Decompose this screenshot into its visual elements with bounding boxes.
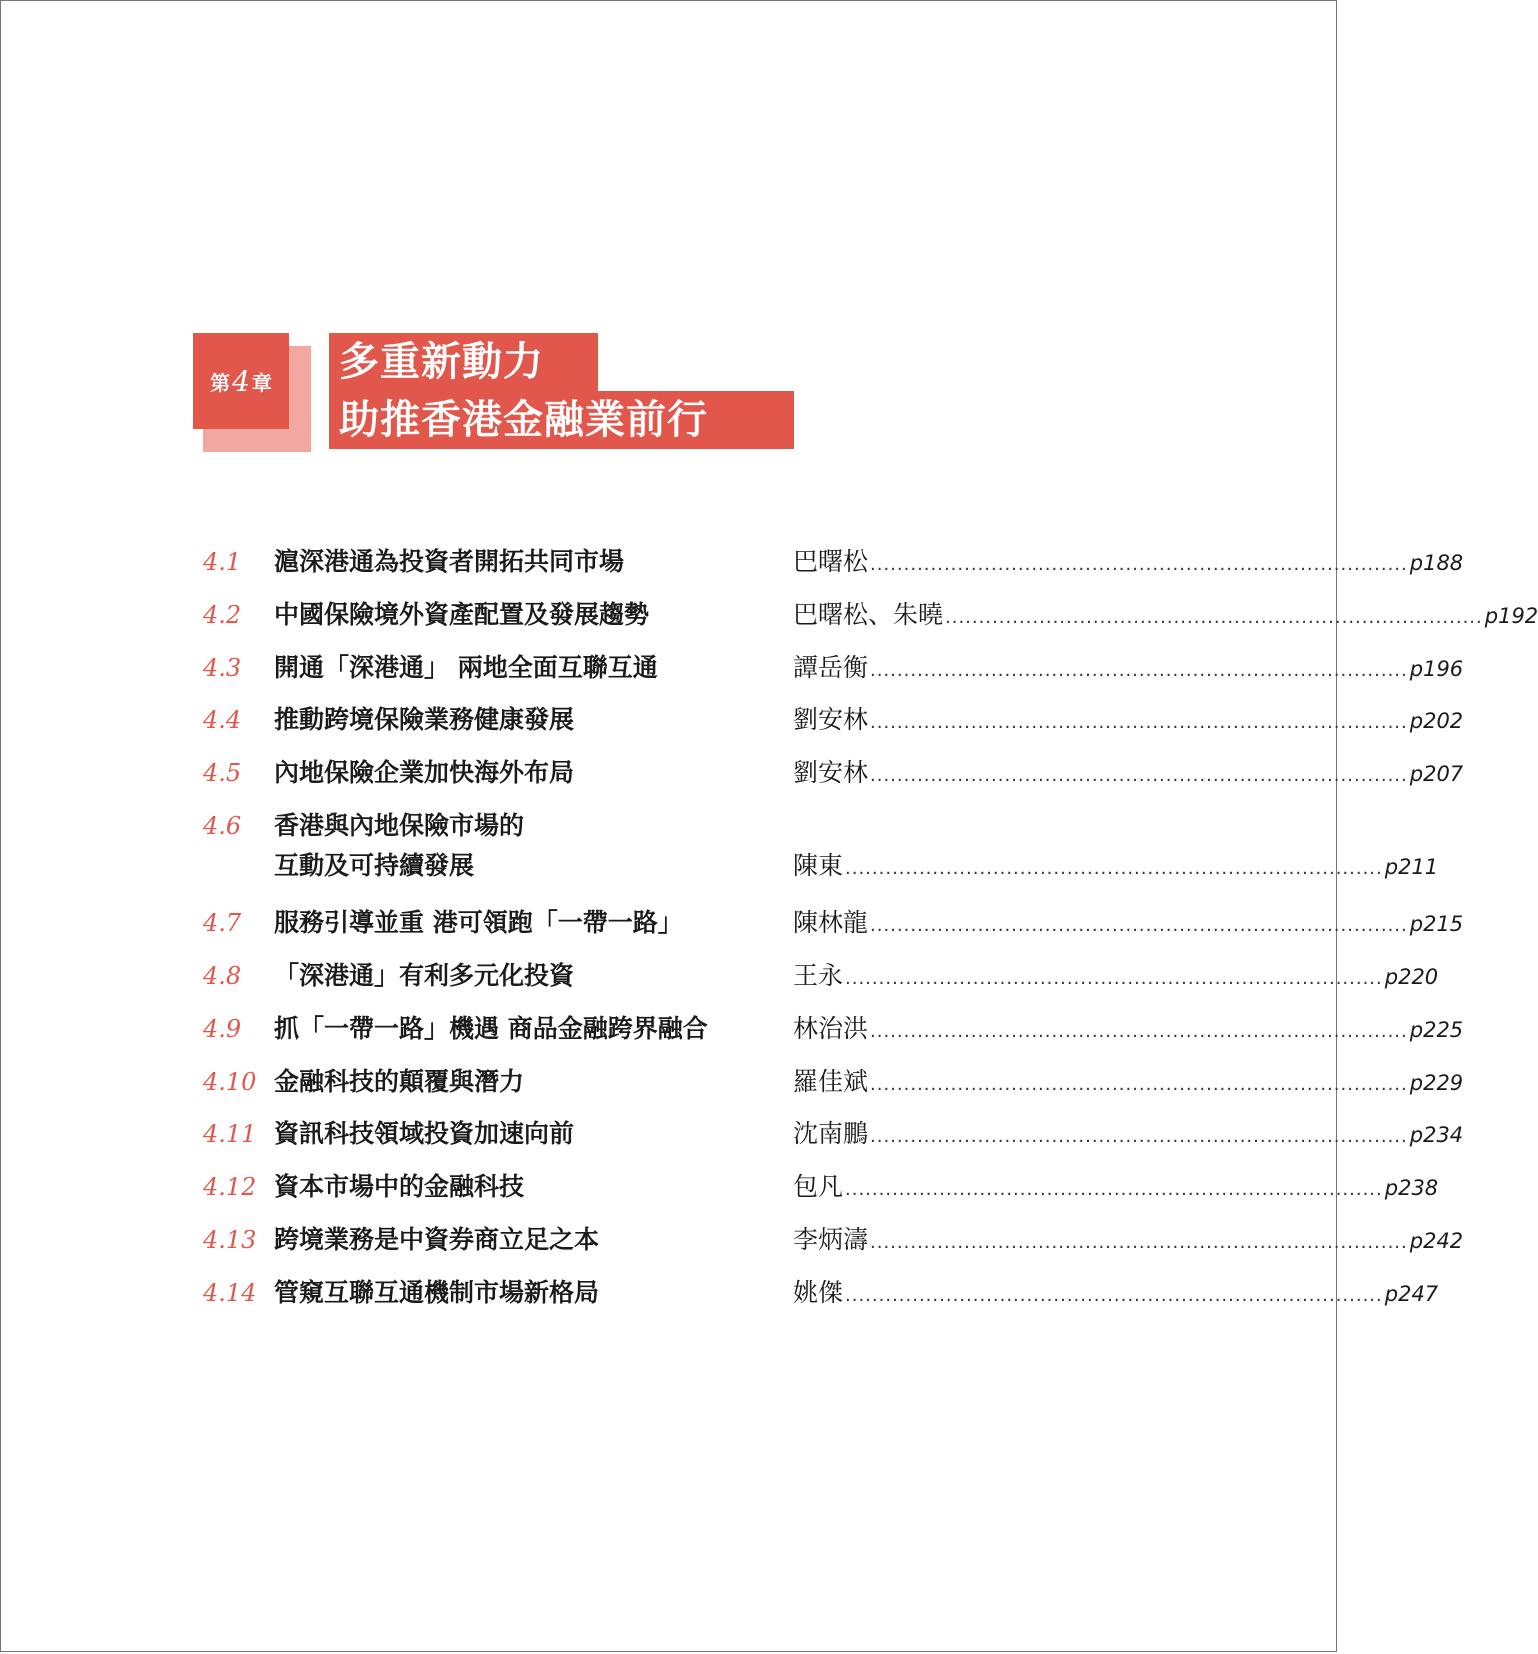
- toc-entry-author-line: [793, 903, 1464, 946]
- toc-entry-author-line: [793, 1009, 1464, 1052]
- toc-entry-title: 資訊科技領域投資加速向前: [274, 1119, 575, 1148]
- toc-entry-title: 開通「深港通」 兩地全面互聯互通: [274, 653, 658, 682]
- toc-entry-author: 王永: [793, 961, 844, 990]
- toc-entry-number: 4.9: [203, 1015, 242, 1043]
- toc-entry-author: 陳東: [793, 851, 844, 880]
- toc-entry-author-line: [793, 1167, 1439, 1210]
- toc-entry-author-line: [793, 753, 1464, 796]
- toc-entry-title: 服務引導並重 港可領跑「一帶一路」: [274, 908, 683, 937]
- toc-entry-title: 金融科技的顛覆與潛力: [274, 1067, 525, 1096]
- toc-entry-author: 譚岳衡: [793, 653, 869, 682]
- toc-entry-page[interactable]: p188: [1409, 551, 1464, 575]
- toc-entry-page[interactable]: p215: [1409, 912, 1464, 936]
- toc-entry-author-line: [793, 1114, 1464, 1157]
- toc-leader-dots: ................................................................................: [870, 1021, 1408, 1042]
- toc-entry-author-line: [793, 648, 1464, 691]
- toc-entry-number: 4.7: [203, 909, 242, 937]
- toc-entry-author: 姚傑: [793, 1278, 844, 1307]
- toc-leader-dots: ................................................................................: [870, 554, 1408, 575]
- toc-entry-author-line: [793, 1273, 1439, 1316]
- toc-entry-author-line: [793, 956, 1439, 999]
- toc-entry-page[interactable]: p211: [1384, 855, 1439, 879]
- toc-entry-author: 劉安林: [793, 758, 869, 787]
- toc-entry-number: 4.12: [203, 1173, 257, 1201]
- toc-entry-author: 巴曙松、朱曉: [793, 600, 944, 629]
- toc-entry-page[interactable]: p220: [1384, 965, 1439, 989]
- toc-entry-number: 4.1: [203, 548, 242, 576]
- toc-entry-page[interactable]: p242: [1409, 1229, 1464, 1253]
- toc-leader-dots: ................................................................................: [845, 1179, 1383, 1200]
- toc-entry-title: 「深港通」有利多元化投資: [274, 961, 575, 990]
- toc-entry-page[interactable]: p207: [1409, 762, 1464, 786]
- toc-entry-page[interactable]: p234: [1409, 1123, 1464, 1147]
- toc-entry[interactable]: [0, 1114, 1464, 1154]
- toc-leader-dots: ................................................................................: [870, 765, 1408, 786]
- chapter-prefix: 第: [210, 370, 231, 395]
- toc-entry[interactable]: [0, 1009, 1464, 1049]
- toc-entry[interactable]: [0, 956, 1439, 996]
- toc-entry-author: 羅佳斌: [793, 1067, 869, 1096]
- toc-entry-author: 巴曙松: [793, 547, 869, 576]
- toc-entry-number: 4.6: [203, 812, 242, 840]
- toc-entry[interactable]: [0, 903, 1464, 943]
- toc-entry-title: 資本市場中的金融科技: [274, 1172, 525, 1201]
- toc-entry-title: 香港與內地保險市場的: [274, 811, 525, 840]
- toc-entry-page[interactable]: p192: [1484, 604, 1538, 628]
- chapter-title-line-2: 助推香港金融業前行: [329, 391, 794, 449]
- toc-leader-dots: ................................................................................: [945, 607, 1483, 628]
- toc-leader-dots: ................................................................................: [845, 968, 1383, 989]
- toc-entry[interactable]: [0, 1273, 1439, 1313]
- toc-entry-author-line: [793, 846, 1439, 889]
- toc-entry-author: 劉安林: [793, 705, 869, 734]
- toc-entry[interactable]: [0, 595, 1538, 635]
- toc-entry-title: 中國保險境外資產配置及發展趨勢: [274, 600, 650, 629]
- toc-entry-author: 陳林龍: [793, 908, 869, 937]
- toc-leader-dots: ................................................................................: [870, 1126, 1408, 1147]
- toc-leader-dots: ................................................................................: [845, 1285, 1383, 1306]
- toc-entry-page[interactable]: p196: [1409, 657, 1464, 681]
- toc-leader-dots: ................................................................................: [870, 712, 1408, 733]
- toc-leader-dots: ................................................................................: [870, 1074, 1408, 1095]
- toc-entry-title: 抓「一帶一路」機遇 商品金融跨界融合: [274, 1014, 708, 1043]
- toc-leader-dots: ................................................................................: [845, 858, 1383, 879]
- toc-entry-title-line-2: 互動及可持續發展: [274, 851, 475, 880]
- toc-entry-number: 4.2: [203, 601, 242, 629]
- toc-entry-author: 包凡: [793, 1172, 844, 1201]
- toc-entry-number: 4.4: [203, 706, 242, 734]
- toc-entry[interactable]: [0, 648, 1464, 688]
- toc-entry-author: 林治洪: [793, 1014, 869, 1043]
- toc-entry[interactable]: [0, 753, 1464, 793]
- toc-entry-author-line: [793, 1062, 1464, 1105]
- toc-leader-dots: ................................................................................: [870, 1232, 1408, 1253]
- toc-entry-number: 4.13: [203, 1226, 257, 1254]
- toc-entry-page[interactable]: p202: [1409, 709, 1464, 733]
- chapter-title-line-1: 多重新動力: [329, 333, 598, 391]
- toc-entry-title: 管窺互聯互通機制市場新格局: [274, 1278, 600, 1307]
- toc-entry-page[interactable]: p247: [1384, 1282, 1439, 1306]
- chapter-badge-group: [193, 333, 313, 455]
- chapter-badge: [193, 333, 289, 429]
- toc-entry-author-line: [793, 595, 1538, 638]
- toc-entry-number: 4.10: [203, 1068, 257, 1096]
- toc-entry[interactable]: [0, 700, 1464, 740]
- toc-leader-dots: ................................................................................: [870, 660, 1408, 681]
- chapter-number: 4: [232, 364, 250, 398]
- toc-entry-author-line: [793, 542, 1464, 585]
- toc-leader-dots: ................................................................................: [870, 915, 1408, 936]
- toc-entry-page[interactable]: p225: [1409, 1018, 1464, 1042]
- toc-entry-number: 4.5: [203, 759, 242, 787]
- toc-entry-title: 內地保險企業加快海外布局: [274, 758, 575, 787]
- toc-entry-page[interactable]: p229: [1409, 1071, 1464, 1095]
- toc-entry-title: 滬深港通為投資者開拓共同市場: [274, 547, 625, 576]
- toc-entry-author-line: [793, 1220, 1464, 1263]
- toc-entry-number: 4.8: [203, 962, 242, 990]
- toc-entry-author: 沈南鵬: [793, 1119, 869, 1148]
- toc-entry-number: 4.3: [203, 654, 242, 682]
- toc-entry[interactable]: [0, 1220, 1464, 1260]
- toc-entry-page[interactable]: p238: [1384, 1176, 1439, 1200]
- toc-entry-title: 推動跨境保險業務健康發展: [274, 705, 575, 734]
- toc-entry-title: 跨境業務是中資券商立足之本: [274, 1225, 600, 1254]
- chapter-suffix: 章: [251, 370, 272, 395]
- toc-entry-number: 4.14: [203, 1279, 257, 1307]
- toc-entry-author: 李炳濤: [793, 1225, 869, 1254]
- toc-entry[interactable]: [0, 1062, 1464, 1102]
- toc-entry-number: 4.11: [203, 1120, 257, 1148]
- toc-entry[interactable]: [0, 542, 1464, 582]
- toc-entry[interactable]: [0, 1167, 1439, 1207]
- toc-entry-author-line: [793, 700, 1464, 743]
- toc-entry[interactable]: [0, 806, 1439, 880]
